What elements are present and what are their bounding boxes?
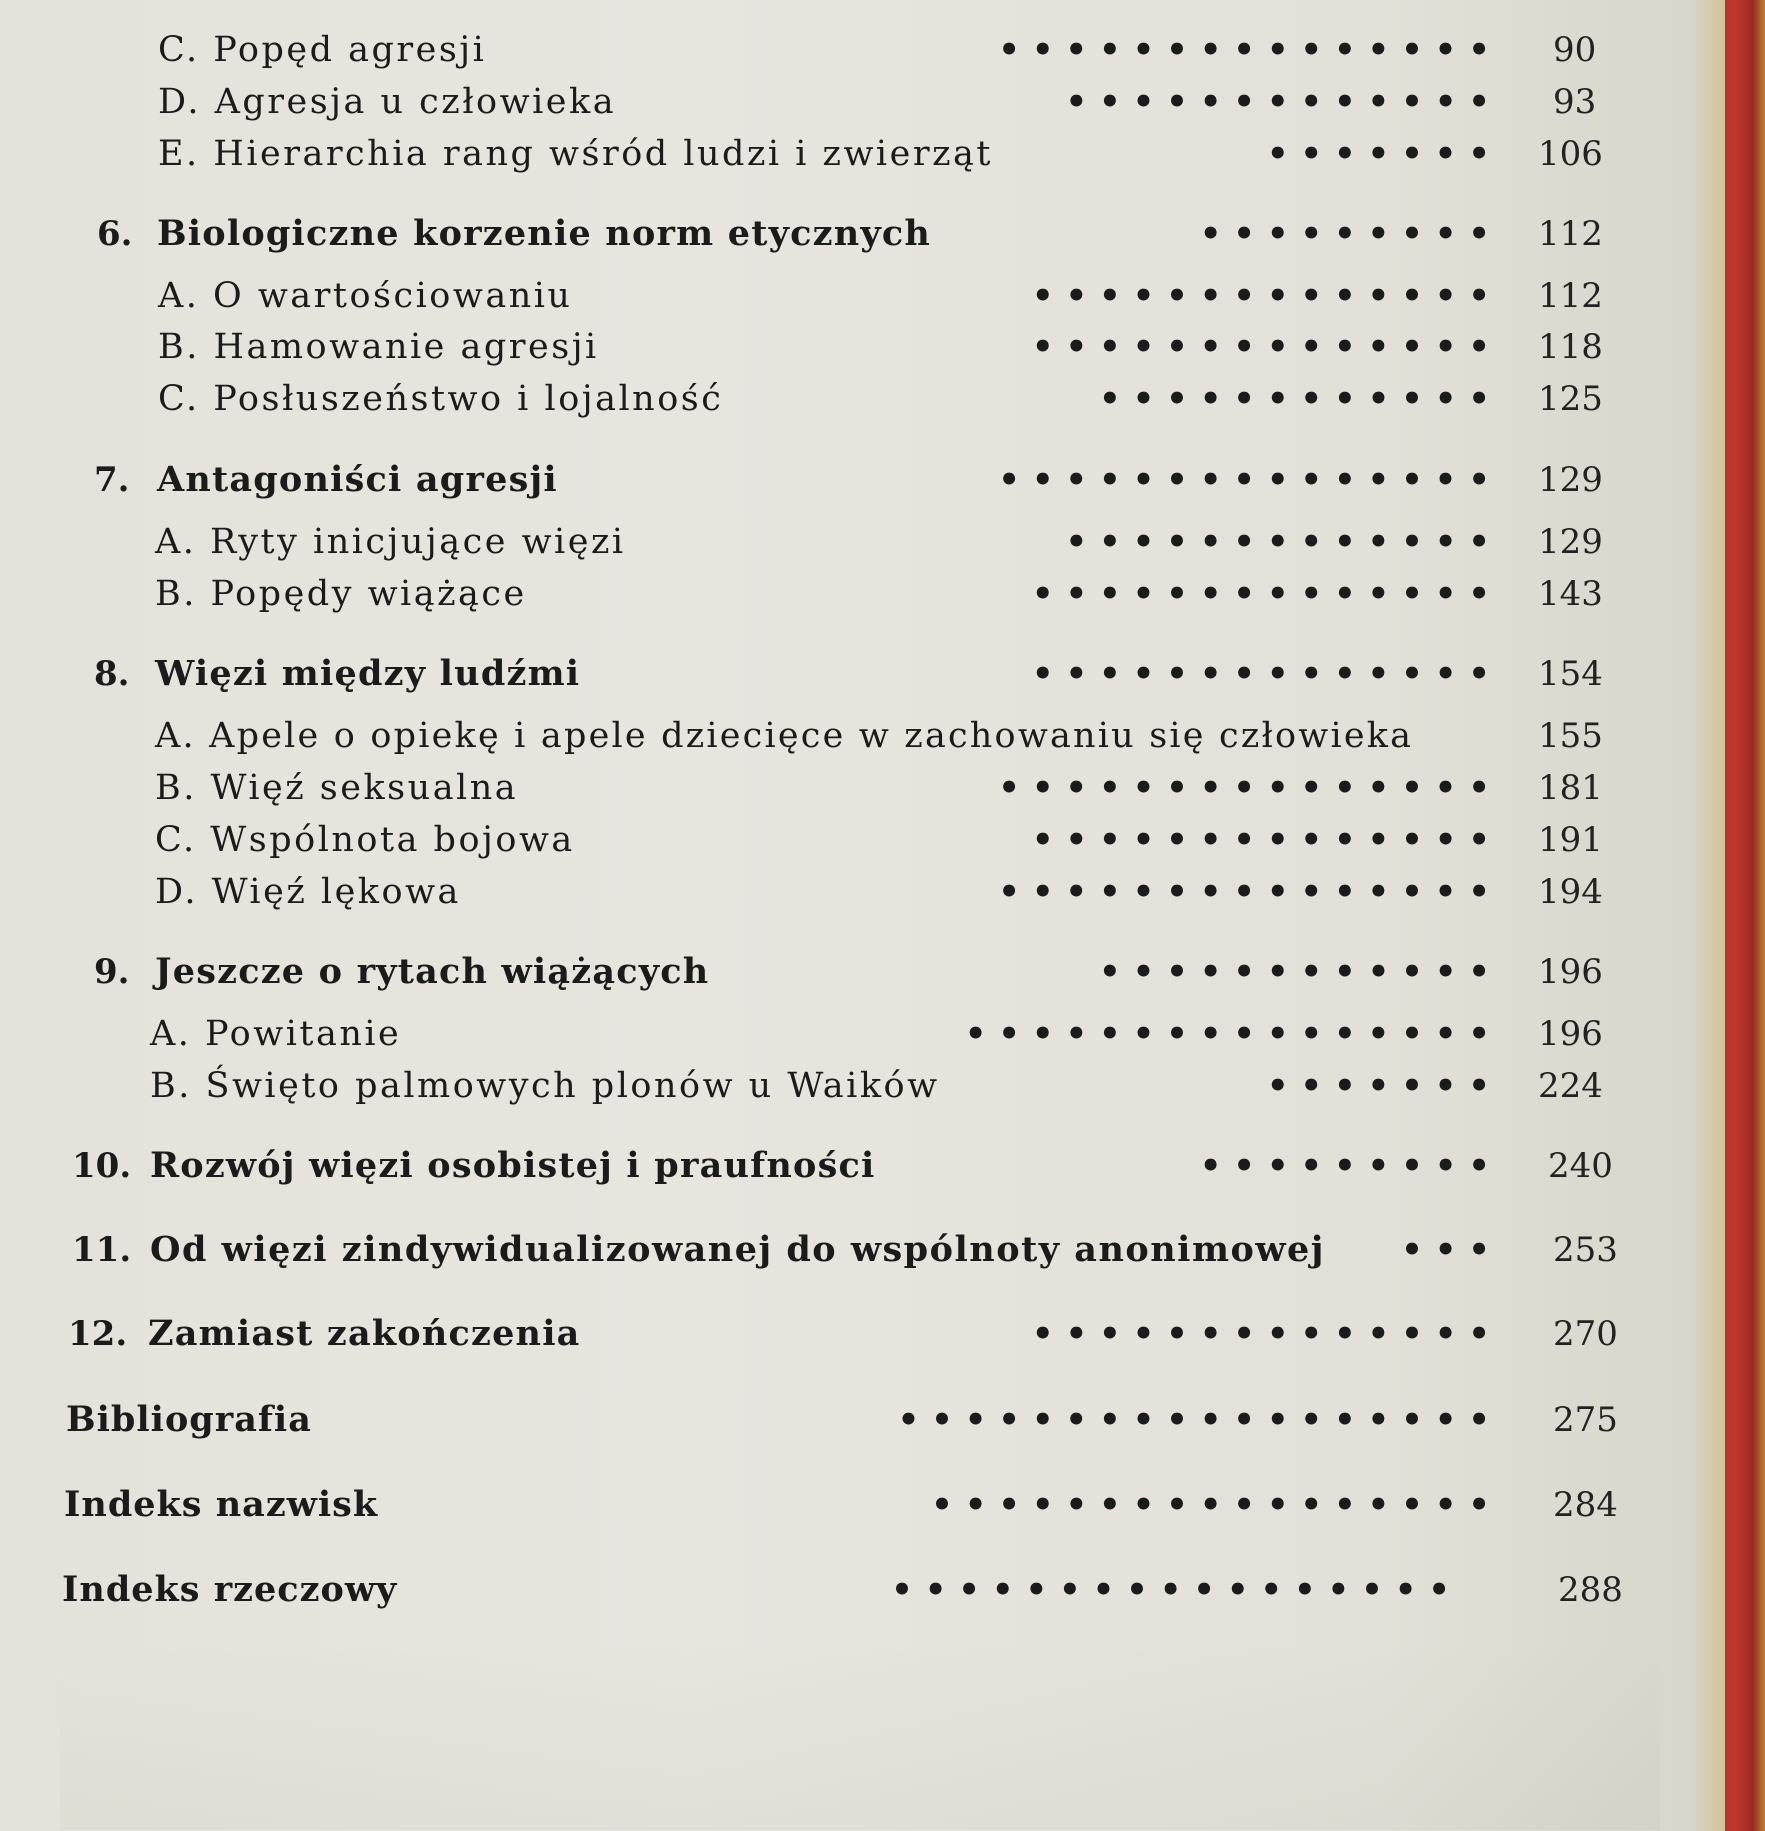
toc-chapter-number: 7. [94,460,130,500]
toc-entry-title: A. Apele o opiekę i apele dziecięce w zachowaniu się człowieka [155,716,1414,756]
toc-entry-9a [0,1010,1725,1058]
dot-leader: • • • • • • • • • • • • • • • [998,30,1490,70]
toc-entry-8b [0,764,1725,812]
toc-page-number: 93 [1553,82,1597,122]
toc-entry-title: Antagoniści agresji [157,459,558,500]
toc-subject-index [0,1566,1725,1614]
toc-page-number: 196 [1538,952,1603,992]
toc-page-number: 181 [1538,768,1603,808]
dot-leader: • • • • • • • • • • • • • • • • [964,1014,1490,1054]
toc-page-number: 129 [1538,460,1603,500]
dot-leader: • • • • • • • [1266,134,1490,174]
toc-entry-9b [0,1062,1725,1110]
dot-leader: • • • • • • • • • • • • • • • • • • [897,1400,1490,1440]
toc-entry-8d [0,868,1725,916]
toc-chapter-12 [0,1310,1725,1358]
toc-page-number: 194 [1538,872,1603,912]
toc-entry-title: Jeszcze o rytach wiążących [155,951,710,992]
toc-page-number: 154 [1538,654,1603,694]
book-cover-edge [1725,0,1765,1831]
toc-page-number: 196 [1538,1014,1603,1054]
toc-entry-title: E. Hierarchia rang wśród ludzi i zwierząt [158,134,993,174]
dot-leader: • • • • • • • • • • • • • • • • • [931,1485,1490,1525]
dot-leader: • • • • • • • • • • • • • • • [998,872,1490,912]
toc-entry-title: B. Popędy wiążące [155,574,527,614]
toc-entry-title: B. Hamowanie agresji [158,327,599,367]
toc-page-number: 125 [1538,379,1603,419]
dot-leader: • • • • • • • • • • • • • • [1031,327,1490,367]
toc-entry-5e [0,130,1725,178]
toc-name-index [0,1481,1725,1529]
toc-entry-title: D. Agresja u człowieka [158,82,617,122]
toc-entry-8c [0,816,1725,864]
toc-entry-title: Zamiast zakończenia [148,1313,581,1354]
page-bleed-through [60,1640,1660,1830]
toc-entry-title: Bibliografia [66,1399,312,1440]
toc-entry-title: D. Więź lękowa [155,872,461,912]
dot-leader: • • • • • • • • • • • • • • • [998,460,1490,500]
dot-leader: • • • • • • • • • • • • • [1065,522,1490,562]
toc-entry-5d [0,78,1725,126]
toc-entry-8a [0,712,1725,760]
toc-page-number: 288 [1558,1570,1623,1610]
toc-chapter-8 [0,650,1725,698]
toc-entry-title: A. O wartościowaniu [158,276,573,316]
toc-entry-5c [0,26,1725,74]
toc-entry-title: C. Popęd agresji [158,30,487,70]
toc-page-number: 240 [1548,1146,1613,1186]
dot-leader: • • • • • • • • • • • • • • [1031,1314,1490,1354]
dot-leader: • • • • • • • • • • • • [1099,952,1490,992]
dot-leader: • • • • • • • • • • • • • • • • • [891,1570,1450,1610]
toc-bibliography [0,1396,1725,1444]
toc-chapter-7 [0,456,1725,504]
toc-entry-title: A. Powitanie [150,1014,402,1054]
toc-entry-title: C. Posłuszeństwo i lojalność [158,379,724,419]
toc-entry-title: Indeks nazwisk [64,1484,379,1525]
dot-leader: • • • • • • • • • • • • • • • [998,768,1490,808]
toc-page-number: 112 [1538,214,1603,254]
toc-chapter-6 [0,210,1725,258]
toc-page-number: 143 [1538,574,1603,614]
toc-chapter-number: 12. [68,1314,128,1354]
toc-entry-6a [0,272,1725,320]
toc-entry-7b [0,570,1725,618]
toc-entry-title: A. Ryty inicjujące więzi [155,522,626,562]
dot-leader: • • • • • • • • • • • • • [1065,82,1490,122]
dot-leader: • • • • • • • [1266,1066,1490,1106]
toc-chapter-number: 9. [94,952,130,992]
toc-entry-title: B. Więź seksualna [155,768,519,808]
toc-entry-title: C. Wspólnota bojowa [155,820,575,860]
toc-entry-title: Więzi między ludźmi [155,653,581,694]
toc-page-number: 284 [1553,1485,1618,1525]
dot-leader: • • • • • • • • • • • • • • [1031,276,1490,316]
toc-chapter-number: 11. [72,1230,132,1270]
toc-page-number: 112 [1538,276,1603,316]
toc-entry-title: Biologiczne korzenie norm etycznych [157,213,932,254]
toc-page-number: 191 [1538,820,1603,860]
toc-page-number: 275 [1553,1400,1618,1440]
toc-page-number: 253 [1553,1230,1618,1270]
toc-chapter-11 [0,1226,1725,1274]
dot-leader: • • • • • • • • • [1199,1146,1490,1186]
toc-chapter-10 [0,1142,1725,1190]
toc-page-number: 118 [1538,327,1603,367]
toc-entry-title: Od więzi zindywidualizowanej do wspólnoty anonimowej [150,1229,1325,1270]
toc-chapter-number: 10. [72,1146,132,1186]
dot-leader: • • • • • • • • • [1199,214,1490,254]
toc-entry-7a [0,518,1725,566]
toc-chapter-number: 8. [94,654,130,694]
toc-chapter-number: 6. [97,214,133,254]
dot-leader: • • • • • • • • • • • • [1099,379,1490,419]
dot-leader: • • • • • • • • • • • • • • [1031,574,1490,614]
toc-page-number: 129 [1538,522,1603,562]
toc-entry-6b [0,323,1725,371]
toc-entry-title: Indeks rzeczowy [62,1569,398,1610]
dot-leader: • • • [1401,1230,1490,1270]
toc-chapter-9 [0,948,1725,996]
page-fold-shadow [1690,0,1726,1831]
toc-page-number: 224 [1538,1066,1603,1106]
toc-page-number: 270 [1553,1314,1618,1354]
dot-leader: • • • • • • • • • • • • • • [1031,820,1490,860]
toc-page-number: 106 [1538,134,1603,174]
toc-entry-6c [0,375,1725,423]
toc-entry-title: Rozwój więzi osobistej i praufności [150,1145,876,1186]
dot-leader: • • • • • • • • • • • • • • [1031,654,1490,694]
toc-page-number: 90 [1553,30,1597,70]
toc-entry-title: B. Święto palmowych plonów u Waików [150,1066,940,1106]
toc-page-number: 155 [1538,716,1603,756]
